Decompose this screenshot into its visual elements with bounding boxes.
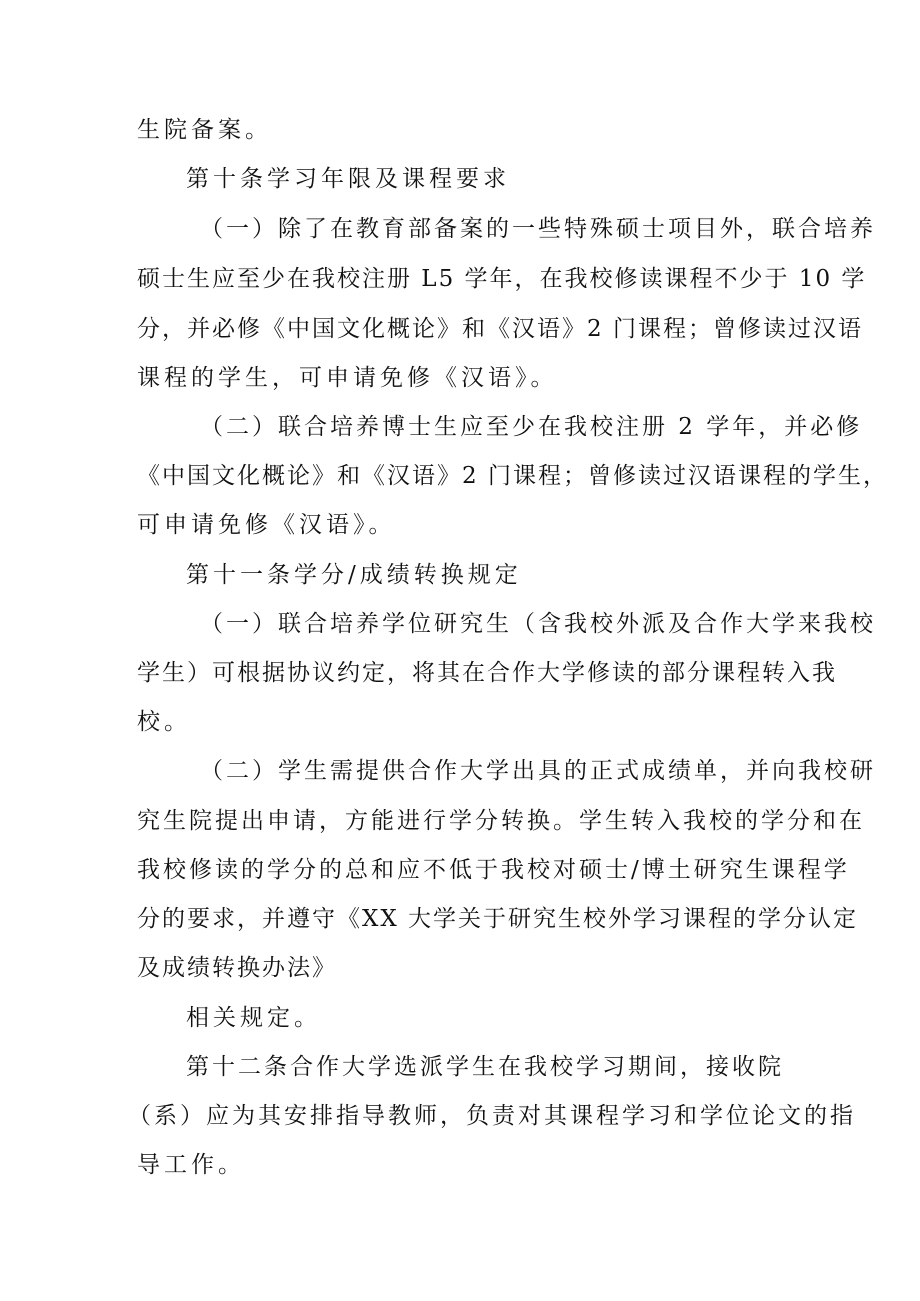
paragraph-line: 及成绩转换办法》 [137,955,337,981]
paragraph-line: 相关规定。 [186,1005,321,1031]
paragraph-line: 学生）可根据协议约定，将其在合作大学修读的部分课程转入我 [137,660,837,686]
paragraph-line: （一）联合培养学位研究生（含我校外派及合作大学来我校 [200,611,876,637]
paragraph-line: （系）应为其安排指导教师，负责对其课程学习和学位论文的指 [128,1103,856,1129]
paragraph-line: 《中国文化概论》和《汉语》2 门课程；曾修读过汉语课程的学生， [137,463,888,489]
article-heading: 第十条学习年限及课程要求 [186,166,510,192]
paragraph-line: 可申请免修《汉语》。 [137,512,396,538]
paragraph-line: 生院备案。 [137,117,272,143]
paragraph-line: （一）除了在教育部备案的一些特殊硕士项目外，联合培养 [200,216,876,242]
paragraph-line: 分，并必修《中国文化概论》和《汉语》2 门课程；曾修读过汉语 [137,316,863,342]
paragraph-line: 课程的学生，可申请免修《汉语》。 [137,365,558,391]
paragraph-line: 校。 [137,709,191,735]
paragraph-line: 硕士生应至少在我校注册 L5 学年，在我校修读课程不少于 10 学 [137,266,867,292]
paragraph-line: 究生院提出申请，方能进行学分转换。学生转入我校的学分和在 [137,808,865,834]
paragraph-line: 我校修读的学分的总和应不低于我校对硕士/博土研究生课程学 [137,857,850,883]
paragraph-line: 分的要求，并遵守《XX 大学关于研究生校外学习课程的学分认定 [137,906,859,932]
article-heading: 第十一条学分/成绩转换规定 [186,562,522,588]
paragraph-line: 导工作。 [137,1152,245,1178]
paragraph-line: （二）学生需提供合作大学出具的正式成绩单，并向我校研 [200,758,876,784]
paragraph-line: （二）联合培养博士生应至少在我校注册 2 学年，并必修 [200,414,863,440]
article-heading: 第十二条合作大学选派学生在我校学习期间，接收院 [186,1054,784,1080]
